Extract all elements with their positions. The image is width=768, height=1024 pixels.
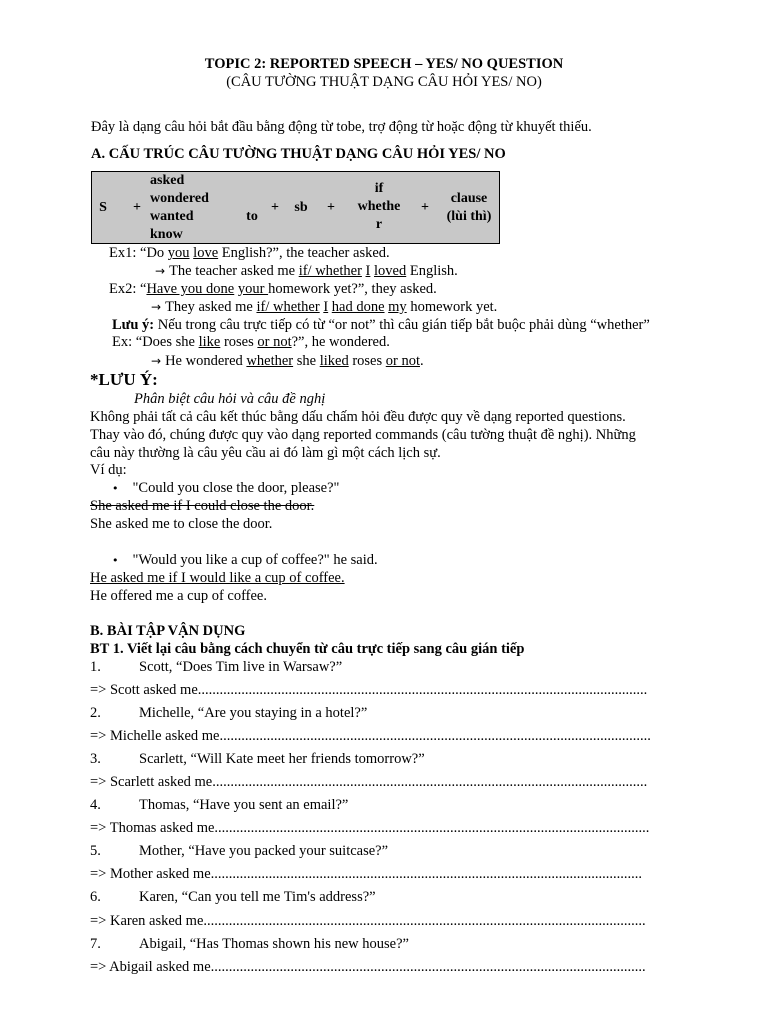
arrow-icon: → (151, 300, 162, 314)
page-subtitle: (CÂU TƯỜNG THUẬT DẠNG CÂU HỎI YES/ NO) (226, 74, 542, 90)
table-if-line: r (375, 217, 383, 232)
vi-du-label: Ví dụ: (90, 462, 127, 478)
table-clause-line: (lùi thì) (446, 209, 492, 224)
section-b-heading: B. BÀI TẬP VẬN DỤNG (90, 623, 246, 639)
arrow-icon: → (151, 354, 162, 368)
table-sb: sb (294, 200, 308, 215)
exercise-item-number: 3. (90, 751, 101, 767)
exercise-item-question: Scarlett, “Will Kate meet her friends tomorrow?” (139, 751, 425, 767)
table-if-whether (354, 180, 404, 234)
table-verb: asked (150, 173, 185, 188)
luu-y-subheading: Phân biệt câu hỏi và câu đề nghị (134, 391, 326, 407)
wrong-example: She asked me if I could close the door. (90, 498, 315, 514)
exercise-item-number: 6. (90, 889, 101, 905)
correct-example: She asked me to close the door. (90, 516, 273, 532)
table-clause-line: clause (450, 191, 488, 206)
exercise-item-number: 1. (90, 659, 101, 675)
exercise-item-answer-line[interactable]: => Michelle asked me....................................................................................................................... (90, 728, 651, 744)
exercise-item-answer-line[interactable]: => Thomas asked me........................................................................................................................ (90, 820, 650, 836)
exercise-item-number: 5. (90, 843, 101, 859)
bullet-icon: • (112, 482, 119, 495)
exercise-item-question: Abigail, “Has Thomas shown his new house?” (139, 936, 409, 952)
table-verb: know (150, 227, 183, 242)
table-plus: + (271, 200, 279, 215)
exercise-item-question: Mother, “Have you packed your suitcase?” (139, 843, 389, 859)
example-1-answer: → The teacher asked me if/ whether I loved English. (155, 263, 458, 279)
exercise-item-question: Scott, “Does Tim live in Warsaw?” (139, 659, 343, 675)
intro-text: Đây là dạng câu hỏi bắt đầu bằng động từ tobe, trợ động từ hoặc động từ khuyết thiếu. (91, 119, 592, 135)
table-verbs (150, 172, 220, 244)
exercise-1-heading: BT 1. Viết lại câu bằng cách chuyển từ câu trực tiếp sang câu gián tiếp (90, 641, 525, 657)
exercise-item-answer-line[interactable]: => Scott asked me............................................................................................................................ (90, 682, 648, 698)
example-1-question: Ex1: “Do you love English?”, the teacher asked. (109, 245, 390, 261)
luu-y-paragraph: câu này thường là câu yêu cầu ai đó làm gì một cách lịch sự. (90, 445, 441, 461)
table-to: to (246, 209, 258, 224)
table-plus: + (133, 200, 141, 215)
table-if-line: if (374, 181, 384, 196)
exercise-item-answer-line[interactable]: => Karen asked me.......................................................................................................................... (90, 913, 646, 929)
structure-table (91, 171, 500, 244)
note-line: Lưu ý: Nếu trong câu trực tiếp có từ “or not” thì câu gián tiếp bắt buộc phải dùng “whether” (112, 317, 650, 333)
table-plus: + (421, 200, 429, 215)
exercise-item-number: 2. (90, 705, 101, 721)
page-title: TOPIC 2: REPORTED SPEECH – YES/ NO QUESTION (204, 56, 564, 72)
example-3-answer: → He wondered whether she liked roses or not. (151, 353, 424, 369)
example-2-question: Ex2: “Have you done your homework yet?”, they asked. (109, 281, 437, 297)
list-item: • "Would you like a cup of coffee?" he said. (112, 552, 378, 568)
luu-y-heading: *LƯU Ý: (90, 370, 158, 389)
wrong-example: He asked me if I would like a cup of coffee. (90, 570, 345, 586)
exercise-item-answer-line[interactable]: => Abigail asked me........................................................................................................................ (90, 959, 646, 975)
table-subject: S (99, 200, 107, 215)
table-plus: + (327, 200, 335, 215)
exercise-item-number: 4. (90, 797, 101, 813)
luu-y-paragraph: Thay vào đó, chúng được quy vào dạng reported commands (câu tường thuật đề nghị). Những (90, 427, 636, 443)
exercise-item-answer-line[interactable]: => Scarlett asked me........................................................................................................................ (90, 774, 648, 790)
section-a-heading: A. CẤU TRÚC CÂU TƯỜNG THUẬT DẠNG CÂU HỎI YES/ NO (91, 146, 506, 162)
exercise-item-question: Karen, “Can you tell me Tim's address?” (139, 889, 376, 905)
table-verb: wondered (150, 191, 209, 206)
exercise-item-question: Thomas, “Have you sent an email?” (139, 797, 349, 813)
correct-example: He offered me a cup of coffee. (90, 588, 267, 604)
luu-y-paragraph: Không phải tất cả câu kết thúc bằng dấu chấm hỏi đều được quy về dạng reported questions. (90, 409, 626, 425)
bullet-icon: • (112, 554, 119, 567)
table-if-line: whethe (357, 199, 401, 214)
exercise-item-question: Michelle, “Are you staying in a hotel?” (139, 705, 368, 721)
table-clause (440, 190, 498, 226)
example-2-answer: → They asked me if/ whether I had done my homework yet. (151, 299, 498, 315)
table-verb: wanted (150, 209, 194, 224)
exercise-item-answer-line[interactable]: => Mother asked me....................................................................................................................... (90, 866, 643, 882)
example-3-question: Ex: “Does she like roses or not?”, he wondered. (112, 334, 390, 350)
exercise-item-number: 7. (90, 936, 101, 952)
arrow-icon: → (155, 264, 166, 278)
list-item: • "Could you close the door, please?" (112, 480, 340, 496)
